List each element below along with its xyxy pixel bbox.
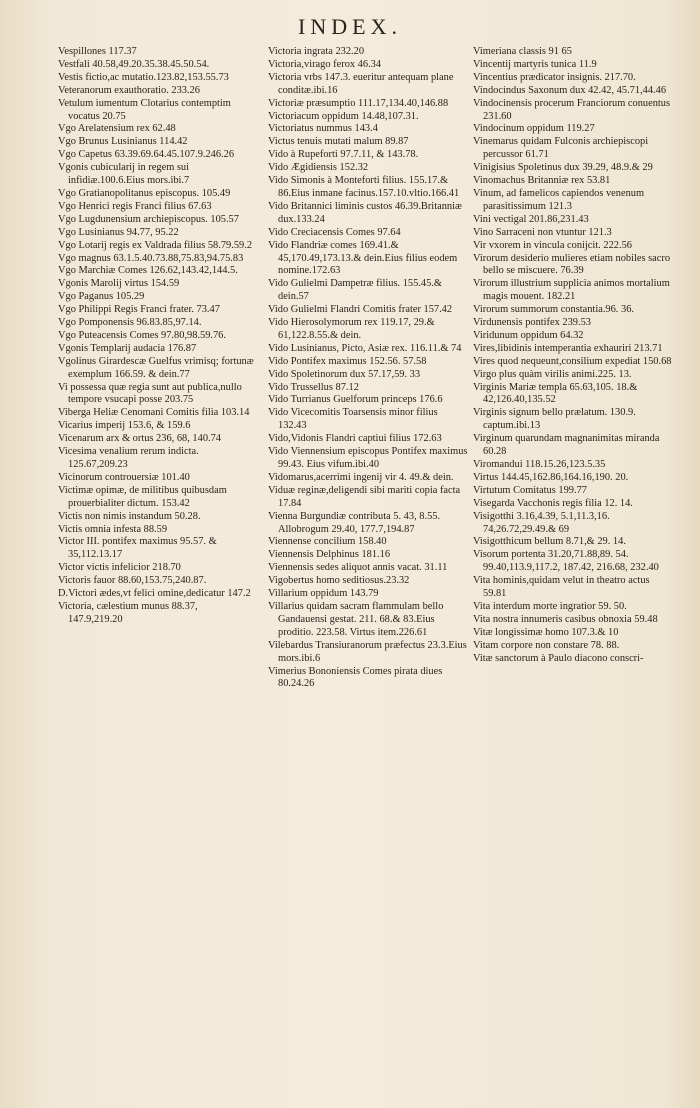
index-entry: Victus tenuis mutati malum 89.87 [268, 136, 409, 148]
index-entry: Virgo plus quàm virilis animi.225. 13. [473, 368, 632, 380]
index-entry: Vires quod nequeunt,consilium expediat 150.68 [473, 355, 672, 367]
index-entry: D.Victori ædes,vt felici omine,dedicatur 147.2 [58, 588, 251, 600]
index-column-1 [58, 46, 254, 627]
index-entry: Vires,libidinis intemperantia exhauriri 213.71 [473, 342, 663, 354]
index-entry: Vidomarus,acerrimi ingenij vir 4. 49.& dein. [268, 471, 454, 483]
index-entry: Vilebardus Transiuranorum præfectus 23.3.Eius mors.ibi.6 [268, 639, 467, 664]
index-entry: Vgo Lotarij regis ex Valdrada filius 58.79.59.2 [58, 239, 253, 251]
index-entry: Viromandui 118.15.26,123.5.35 [473, 459, 606, 470]
index-entry: Vindocindus Saxonum dux 42.42, 45.71,44.46 [473, 84, 667, 96]
index-entry: Vigobertus homo seditiosus.23.32 [268, 575, 410, 587]
index-entry: Vindocinum oppidum 119.27 [473, 123, 595, 135]
index-entry: Vgo Lugdunensium archiepiscopus. 105.57 [58, 213, 239, 225]
index-entry: Vgo Pomponensis 96.83.85,97.14. [58, 317, 202, 329]
index-entry: Victoriatus nummus 143.4 [268, 123, 378, 135]
index-entry: Vido Gulielmi Flandri Comitis frater 157.42 [268, 304, 453, 316]
index-entry: Victor victis infelicior 218.70 [58, 562, 181, 574]
index-entry: Vinemarus quidam Fulconis archiepiscopi percussor 61.71 [473, 136, 649, 161]
index-entry: Vitam corpore non constare 78. 88. [473, 639, 620, 651]
index-entry: Veteranorum exauthoratio. 233.26 [58, 84, 200, 96]
index-entry: Vita nostra innumeris casibus obnoxia 59.48 [473, 613, 658, 625]
index-entry: Villarius quidam sacram flammulam bello Gandauensi gestat. 211. 68.& 83.Eius proditio. 223.58. Virtus item.226.61 [268, 600, 444, 638]
index-entry: Vini vectigal 201.86,231.43 [473, 213, 589, 225]
index-entry: Vgo Paganus 105.29 [58, 291, 145, 303]
index-entry: Victoris fauor 88.60,153.75,240.87. [58, 575, 207, 587]
index-entry: Vgo Capetus 63.39.69.64.45.107.9.246.26 [58, 149, 235, 161]
index-entry: Vicesima venalium rerum indicta. 125.67,209.23 [58, 446, 199, 470]
index-entry: Vgonis Marolij virtus 154.59 [58, 278, 180, 290]
index-entry: Virtus 144.45,162.86,164.16,190. 20. [473, 471, 629, 483]
index-entry: Vgonis cubicularij in regem sui infidiæ.100.6.Eius mors.ibi.7 [58, 162, 190, 187]
index-entry: Vido Lusinianus, Picto, Asiæ rex. 116.11.& 74 [268, 342, 462, 354]
index-entry: Vido à Rupeforti 97.7.11, & 143.78. [268, 149, 419, 161]
index-entry: Vinomachus Britanniæ rex 53.81 [473, 175, 611, 187]
index-entry: Viridunum oppidum 64.32 [473, 329, 584, 341]
index-entry: Vido,Vidonis Flandri captiui filius 172.63 [268, 433, 442, 445]
index-entry: Vgo Arelatensium rex 62.48 [58, 123, 176, 135]
index-entry: Vincentius prædicator insignis. 217.70. [473, 71, 636, 83]
index-entry: Vido Creciacensis Comes 97.64 [268, 226, 401, 238]
index-entry: Vgo Lusinianus 94.77, 95.22 [58, 226, 179, 238]
index-entry: Virorum desiderio mulieres etiam nobiles sacro bello se miscuere. 76.39 [473, 252, 671, 277]
index-entry: Viennense concilium 158.40 [268, 536, 387, 548]
index-entry: Victor III. pontifex maximus 95.57. & 35,112.13.17 [58, 536, 217, 561]
index-entry: Visorum portenta 31.20,71.88,89. 54. 99.40,113.9,117.2, 187.42, 216.68, 232.40 [473, 549, 659, 574]
index-entry: Victoriæ præsumptio 111.17,134.40,146.88 [268, 97, 449, 109]
index-entry: Vgonis Templarij audacia 176.87 [58, 342, 197, 354]
index-entry: Vita hominis,quidam velut in theatro actus 59.81 [473, 575, 650, 600]
index-entry: Vgo Brunus Lusinianus 114.42 [58, 136, 188, 148]
index-entry: Vido Britannici liminis custos 46.39.Britanniæ dux.133.24 [268, 200, 462, 225]
index-entry: Vespillones 117.37 [58, 46, 137, 57]
index-entry: Vido Spoletinorum dux 57.17,59. 33 [268, 368, 421, 380]
index-entry: Vi possessa quæ regia sunt aut publica,nullo tempore vsucapi posse 203.75 [58, 381, 242, 406]
index-entry: Vino Sarraceni non vtuntur 121.3 [473, 226, 612, 238]
index-entry: Vido Gulielmi Dampetræ filius. 155.45.& dein.57 [268, 278, 442, 303]
index-entry: Vitæ longissimæ homo 107.3.& 10 [473, 626, 619, 638]
index-column-2 [268, 46, 468, 691]
index-entry: Vita interdum morte ingratior 59. 50. [473, 600, 627, 612]
index-entry: Viberga Heliæ Cenomani Comitis filia 103.14 [58, 407, 250, 419]
index-entry: Vido Flandriæ comes 169.41.& 45,170.49,173.13.& dein.Eius filius eodem nomine.172.63 [268, 239, 458, 277]
index-entry: Vgo Henrici regis Franci filius 67.63 [58, 200, 212, 212]
index-entry: Victoria vrbs 147.3. eueritur antequam plane conditæ.ibi.16 [268, 71, 454, 96]
index-entry: Vido Turrianus Guelforum princeps 176.6 [268, 394, 443, 406]
index-entry: Vicarius imperij 153.6, & 159.6 [58, 420, 191, 432]
index-entry: Victimæ opimæ, de militibus quibusdam prouerbialiter dictum. 153.42 [58, 484, 227, 509]
index-entry: Virdunensis pontifex 239.53 [473, 317, 591, 329]
index-entry: Viduæ reginæ,deligendi sibi mariti copia facta 17.84 [268, 484, 461, 509]
index-entry: Vido Hierosolymorum rex 119.17, 29.& 61,122.8.55.& dein. [268, 317, 435, 341]
index-entry: Vido Ægidiensis 152.32 [268, 162, 369, 174]
index-entry: Virorum summorum constantia.96. 36. [473, 304, 634, 316]
index-entry: Vido Pontifex maximus 152.56. 57.58 [268, 355, 427, 367]
index-entry: Visigotthicum bellum 8.71,& 29. 14. [473, 536, 626, 548]
index-entry: Vestis fictio,ac mutatio.123.82,153.55.73 [58, 71, 229, 83]
page-title: INDEX. [298, 14, 402, 39]
index-entry: Victis omnia infesta 88.59 [58, 523, 168, 535]
index-entry: Vgolinus Girardescæ Guelfus vrimisq; fortunæ exemplum 166.59. & dein.77 [58, 355, 254, 380]
index-entry: Vicenarum arx & ortus 236, 68, 140.74 [58, 433, 221, 445]
index-entry: Vgo magnus 63.1.5.40.73.88,75.83,94.75.83 [58, 252, 244, 264]
index-entry: Victoria, cælestium munus 88.37, 147.9,219.20 [58, 600, 198, 625]
index-column-3 [473, 46, 673, 666]
index-entry: Vinigisius Spoletinus dux 39.29, 48.9.& 29 [473, 162, 653, 174]
index-entry: Victoriacum oppidum 14.48,107.31. [268, 110, 419, 122]
index-entry: Virginis signum bello prælatum. 130.9. captum.ibi.13 [473, 407, 636, 432]
index-entry: Virginum quarundam magnanimitas miranda 60.28 [473, 433, 660, 458]
index-entry: Vetulum iumentum Clotarius contemptim vocatus 20.75 [58, 97, 231, 122]
index-entry: Visegarda Vacchonis regis filia 12. 14. [473, 497, 633, 509]
index-entry: Vestfali 40.58,49.20.35.38.45.50.54. [58, 58, 210, 70]
index-entry: Vindocinensis procerum Franciorum conuentus 231.60 [473, 97, 671, 122]
index-entry: Virorum illustrium supplicia animos mortalium magis mouent. 182.21 [473, 278, 670, 303]
index-entry: Viennensis sedes aliquot annis vacat. 31.11 [268, 562, 448, 574]
index-entry: Vgo Gratianopolitanus episcopus. 105.49 [58, 187, 231, 199]
index-entry: Vido Vicecomitis Toarsensis minor filius 132.43 [268, 407, 438, 432]
index-entry: Virginis Mariæ templa 65.63,105. 18.& 42,126.40,135.52 [473, 381, 638, 406]
index-entry: Vgo Philippi Regis Franci frater. 73.47 [58, 304, 220, 316]
index-entry: Vido Simonis à Monteforti filius. 155.17.& 86.Eius inmane facinus.157.10.vltio.166.41 [268, 175, 460, 199]
index-entry: Viennensis Delphinus 181.16 [268, 549, 391, 561]
index-entry: Virtutum Comitatus 199.77 [473, 484, 587, 496]
index-entry: Vincentij martyris tunica 11.9 [473, 58, 597, 70]
index-entry: Victoria ingrata 232.20 [268, 46, 365, 57]
index-entry: Vimerius Bononiensis Comes pirata diues 80.24.26 [268, 665, 443, 690]
index-entry: Vienna Burgundiæ contributa 5. 43, 8.55. Allobrogum 29.40, 177.7,194.87 [268, 510, 441, 535]
index-entry: Vgo Marchiæ Comes 126.62,143.42,144.5. [58, 265, 238, 277]
index-entry: Visigotthi 3.16,4.39, 5.1,11.3,16. 74,26.72,29.49.& 69 [473, 510, 610, 535]
index-entry: Vinum, ad famelicos capiendos venenum parasitissimum 121.3 [473, 187, 645, 212]
index-entry: Vido Trussellus 87.12 [268, 381, 359, 393]
index-entry: Vir vxorem in vincula conijcit. 222.56 [473, 239, 632, 251]
index-entry: Vgo Puteacensis Comes 97.80,98.59.76. [58, 329, 226, 341]
index-entry: Victoria,virago ferox 46.34 [268, 58, 382, 70]
index-entry: Vimeriana classis 91 65 [473, 46, 572, 57]
index-entry: Vitæ sanctorum à Paulo diacono conscri- [473, 652, 644, 664]
index-entry: Vicinorum controuersiæ 101.40 [58, 471, 190, 483]
index-entry: Vido Viennensium episcopus Pontifex maximus 99.43. Eius vifum.ibi.40 [268, 446, 468, 470]
index-entry: Victis non nimis instandum 50.28. [58, 510, 201, 522]
index-entry: Villarium oppidum 143.79 [268, 588, 379, 600]
